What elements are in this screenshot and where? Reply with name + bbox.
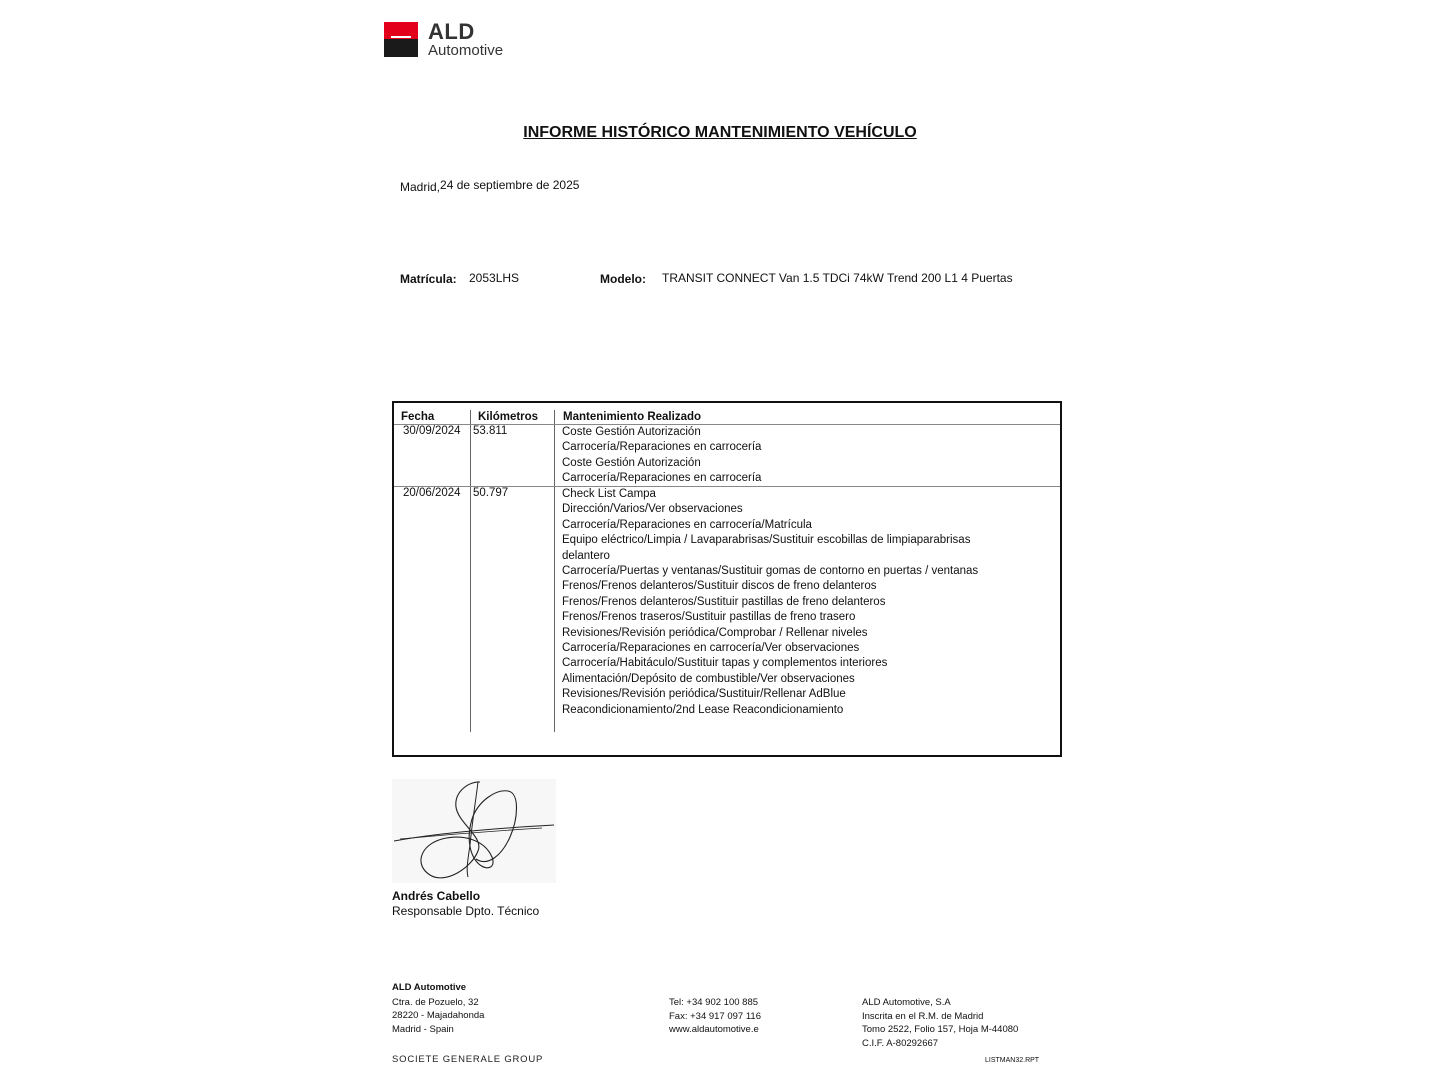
list-item: Carrocería/Puertas y ventanas/Sustituir gomas de contorno en puertas / ventanas [562,565,979,578]
place: Madrid, [400,180,441,194]
list-item: Reacondicionamiento/2nd Lease Reacondicionamiento [562,703,844,716]
signer-role: Responsable Dpto. Técnico [392,904,540,918]
footer-phone: Tel: +34 902 100 885 [669,997,759,1008]
list-item: Carrocería/Reparaciones en carrocería [562,472,762,485]
row-km: 53.811 [473,425,508,437]
list-item: Coste Gestión Autorización [562,426,701,438]
ald-automotive-logo [384,19,512,60]
footer-company-name: ALD Automotive [392,982,467,993]
row-items [562,487,982,718]
signature-image [392,779,556,883]
footer-group-name: SOCIETE GENERALE GROUP [392,1054,544,1065]
row-km: 50.797 [473,487,509,499]
list-item: Frenos/Frenos delanteros/Sustituir discos de freno delanteros [562,580,877,593]
place-date [400,178,579,192]
signer-name: Andrés Cabello [392,889,481,903]
list-item: Carrocería/Habitáculo/Sustituir tapas y complementos interiores [562,657,888,670]
report-date: 24 de septiembre de 2025 [440,178,580,192]
footer-address-block [392,981,484,1036]
footer-fax: Fax: +34 917 097 116 [669,1010,761,1022]
footer-legal-line: ALD Automotive, S.A [862,997,951,1008]
list-item: Alimentación/Depósito de combustible/Ver observaciones [562,672,855,685]
list-item: Coste Gestión Autorización [562,456,701,469]
plate-value: 2053LHS [469,271,520,285]
column-divider [554,410,555,732]
footer-legal-line: Tomo 2522, Folio 157, Hoja M-44080 [862,1024,1019,1036]
list-item: Frenos/Frenos traseros/Sustituir pastillas de freno trasero [562,611,856,624]
plate-label: Matrícula: [400,272,457,286]
maintenance-table [392,401,1062,757]
list-item: Equipo eléctrico/Limpia / Lavaparabrisas/Sustituir escobillas de limpiaparabrisas delantero [562,534,971,562]
row-date: 30/09/2024 [403,425,461,437]
logo-subtitle: Automotive [428,42,504,59]
footer-address-line: Madrid - Spain [392,1023,454,1035]
model-label: Modelo: [600,272,646,286]
model-value: TRANSIT CONNECT Van 1.5 TDCi 74kW Trend 200 L1 4 Puertas [662,271,1013,285]
list-item: Carrocería/Reparaciones en carrocería/Matrícula [562,518,812,531]
column-divider [470,410,471,732]
footer-address-line: Ctra. de Pozuelo, 32 [392,996,479,1008]
report-title: INFORME HISTÓRICO MANTENIMIENTO VEHÍCULO [523,124,917,141]
logo-mark-icon [384,22,418,57]
row-date: 20/06/2024 [403,487,461,499]
list-item: Carrocería/Reparaciones en carrocería/Ver observaciones [562,642,860,655]
header-mantenimiento: Mantenimiento Realizado [563,411,702,423]
list-item: Check List Campa [562,488,656,500]
row-items [562,425,982,487]
list-item: Revisiones/Revisión periódica/Comprobar / Rellenar niveles [562,626,868,639]
footer-address-line: 28220 - Majadahonda [392,1010,485,1022]
footer-contact-block [669,996,761,1037]
list-item: Frenos/Frenos delanteros/Sustituir pastillas de freno delanteros [562,595,886,608]
list-item: Carrocería/Reparaciones en carrocería [562,441,762,454]
footer-legal-line: Inscrita en el R.M. de Madrid [862,1010,984,1022]
header-kilometros: Kilómetros [478,411,539,423]
report-code: LISTMAN32.RPT [985,1057,1040,1064]
logo-name: ALD [428,19,475,44]
header-fecha: Fecha [401,411,435,423]
footer-website: www.aldautomotive.e [669,1024,759,1036]
list-item: Dirección/Varios/Ver observaciones [562,503,743,516]
footer-legal-block [862,996,1018,1050]
list-item: Revisiones/Revisión periódica/Sustituir/Rellenar AdBlue [562,688,846,701]
footer-legal-line: C.I.F. A-80292667 [862,1037,939,1049]
signature-scribble-icon [392,779,556,883]
